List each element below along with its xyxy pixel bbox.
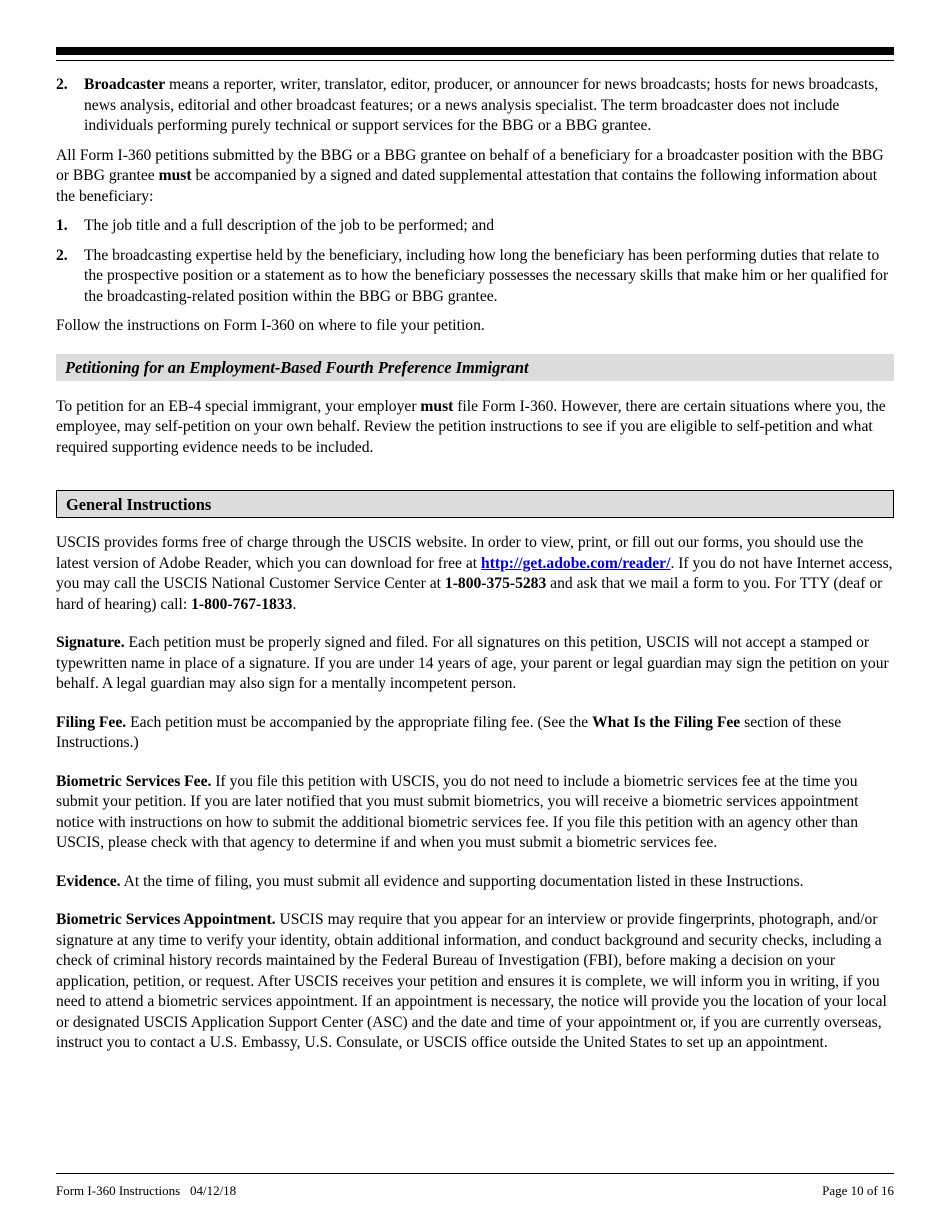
tty-phone: 1-800-767-1833 bbox=[191, 595, 293, 613]
biometric-appointment-paragraph: Biometric Services Appointment. USCIS may require that you appear for an interview or provide fingerprints, photograph, and/or signature at any time to verify your identity, obtain additional information, and conduct background and security checks, including a check of criminal history records maintained by the Federal Bureau of Investigation (FBI), before making a decision on your application, petition, or request. After USCIS receives your petition and ensures it is complete, we will inform you in writing, if you need to attend a biometric services appointment. If an appointment is necessary, the notice will provide you the location of your local or designated USCIS Application Support Center (ASC) and the date and time of your appointment or, if you are currently overseas, instruct you to contact a U.S. Embassy, U.S. Consulate, or USCIS office outside the United States to set up an appointment. bbox=[56, 911, 887, 1051]
form-id: Form I-360 Instructions 04/12/18 bbox=[56, 1183, 237, 1198]
eb4-section-heading: Petitioning for an Employment-Based Fourth Preference Immigrant bbox=[56, 354, 894, 381]
header-rule-thin bbox=[56, 60, 894, 61]
signature-paragraph: Signature. Each petition must be properly signed and filed. For all signatures on this petition, USCIS will not accept a stamped or typewritten name in place of a signature. If you are under 14 years of age, your parent or legal guardian may sign the petition on your behalf. A legal guardian may also sign for a mentally incompetent person. bbox=[56, 634, 889, 692]
filing-fee-paragraph: Filing Fee. Each petition must be accompanied by the appropriate filing fee. (See the What Is the Filing Fee section of these Instructions.) bbox=[56, 713, 842, 751]
list-item: 2. The broadcasting expertise held by the beneficiary, including how long the beneficiary has been performing duties that relate to the prospective position or a statement as to how the beneficiary possesses the necessary skills that make him or her qualified for the broadcasting-related position within the BBG or BBG grantee. bbox=[56, 246, 889, 305]
forms-paragraph: USCIS provides forms free of charge through the USCIS website. In order to view, print, or fill out our forms, you should use the latest version of Adobe Reader, which you can download for free at http://get.adobe.com/reader/. If you do not have Internet access, you may call the USCIS National Customer Service Center at 1-800-375-5283 and ask that we mail a form to you. For TTY (deaf or hard of hearing) call: 1-800-767-1833. bbox=[56, 534, 893, 613]
biometric-fee-paragraph: Biometric Services Fee. If you file this petition with USCIS, you do not need to include a biometric services fee at the time you submit your petition. If you are later notified that you must submit biometrics, you will receive a biometric services appointment notice with instructions on how to submit the additional biometric services fee. If you file this petition with an agency other than USCIS, please check with that agency to determine if and when you must submit a biometric services fee. bbox=[56, 772, 859, 851]
header-rule-thick bbox=[56, 47, 894, 55]
evidence-paragraph: Evidence. At the time of filing, you must submit all evidence and supporting documentation listed in these Instructions. bbox=[56, 872, 804, 890]
footer-rule bbox=[56, 1173, 894, 1174]
list-item: 1. The job title and a full description of the job to be performed; and bbox=[56, 217, 495, 234]
item-number: 2. bbox=[56, 76, 68, 93]
general-instructions-heading: General Instructions bbox=[56, 490, 894, 518]
page-number: Page 10 of 16 bbox=[822, 1183, 894, 1198]
adobe-reader-link[interactable]: http://get.adobe.com/reader/ bbox=[481, 554, 671, 572]
page-footer bbox=[56, 1183, 894, 1199]
term-broadcaster: Broadcaster bbox=[84, 76, 166, 93]
eb4-paragraph: To petition for an EB-4 special immigrant, your employer must file Form I-360. However, there are certain situations where you, the employee, may self-petition on your own behalf. Review the petition instructions to see if you are eligible to self-petition and what required supporting evidence needs to be included. bbox=[56, 397, 886, 456]
broadcaster-definition: 2. Broadcaster means a reporter, writer, translator, editor, producer, or announcer for news broadcasts; hosts for news broadcasts, news analysis, editorial and other broadcast features; or a news analysis specialist. The term broadcaster does not include individuals performing purely technical or support services for the BBG or a BBG grantee. bbox=[56, 76, 879, 134]
customer-service-phone: 1-800-375-5283 bbox=[444, 575, 547, 592]
attestation-paragraph: All Form I-360 petitions submitted by the BBG or a BBG grantee on behalf of a beneficiary for a broadcaster position with the BBG or BBG grantee must be accompanied by a signed and dated supplemental attestation that contains the following information about the beneficiary: bbox=[56, 146, 884, 205]
follow-instructions: Follow the instructions on Form I-360 on where to file your petition. bbox=[56, 317, 485, 334]
